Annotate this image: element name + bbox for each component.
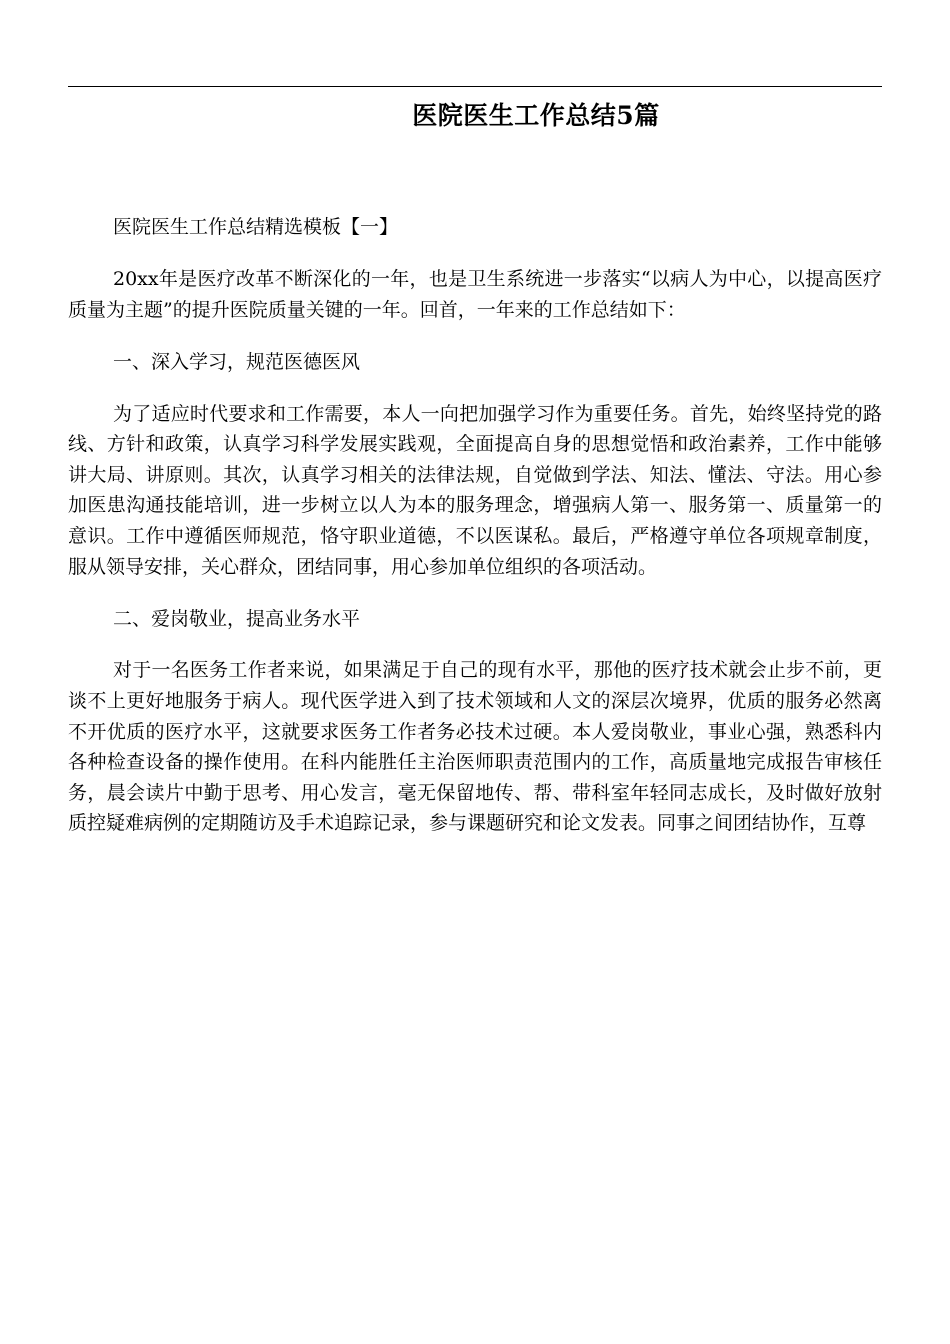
intro-paragraph: 20xx年是医疗改革不断深化的一年，也是卫生系统进一步落实“以病人为中心，以提高医疗质量为主题”的提升医院质量关键的一年。回首，一年来的工作总结如下：: [68, 267, 882, 321]
page-title: 医院医生工作总结5篇: [412, 101, 660, 130]
section-paragraph-1: 为了适应时代要求和工作需要，本人一向把加强学习作为重要任务。首先，始终坚持党的路线、方针和政策，认真学习科学发展实践观，全面提高自身的思想觉悟和政治素养，工作中能够讲大局、讲原则。其次，认真学习相关的法律法规，自觉做到学法、知法、懂法、守法。用心参加医患沟通技能培训，进一步树立以人为本的服务理念，增强病人第一、服务第一、质量第一的意识。工作中遵循医师规范，恪守职业道德，不以医谋私。最后，严格遵守单位各项规章制度，服从领导安排，关心群众，团结同事，用心参加单位组织的各项活动。: [68, 402, 882, 578]
section-heading-1: 一、深入学习，规范医德医风: [113, 350, 361, 373]
header-rule: [68, 86, 882, 87]
template-subtitle: 医院医生工作总结精选模板【一】: [113, 216, 399, 238]
section-paragraph-2: 对于一名医务工作者来说，如果满足于自己的现有水平，那他的医疗技术就会止步不前，更谈不上更好地服务于病人。现代医学进入到了技术领域和人文的深层次境界，优质的服务必然离不开优质的医疗水平，这就要求医务工作者务必技术过硬。本人爱岗敬业，事业心强，熟悉科内各种检查设备的操作使用。在科内能胜任主治医师职责范围内的工作，高质量地完成报告审核任务，晨会读片中勤于思考、用心发言，毫无保留地传、帮、带科室年轻同志成长，及时做好放射质控疑难病例的定期随访及手术追踪记录，参与课题研究和论文发表。同事之间团结协作，互尊: [68, 659, 882, 835]
section-heading-2: 二、爱岗敬业，提高业务水平: [113, 607, 361, 630]
document-body: [68, 212, 882, 839]
